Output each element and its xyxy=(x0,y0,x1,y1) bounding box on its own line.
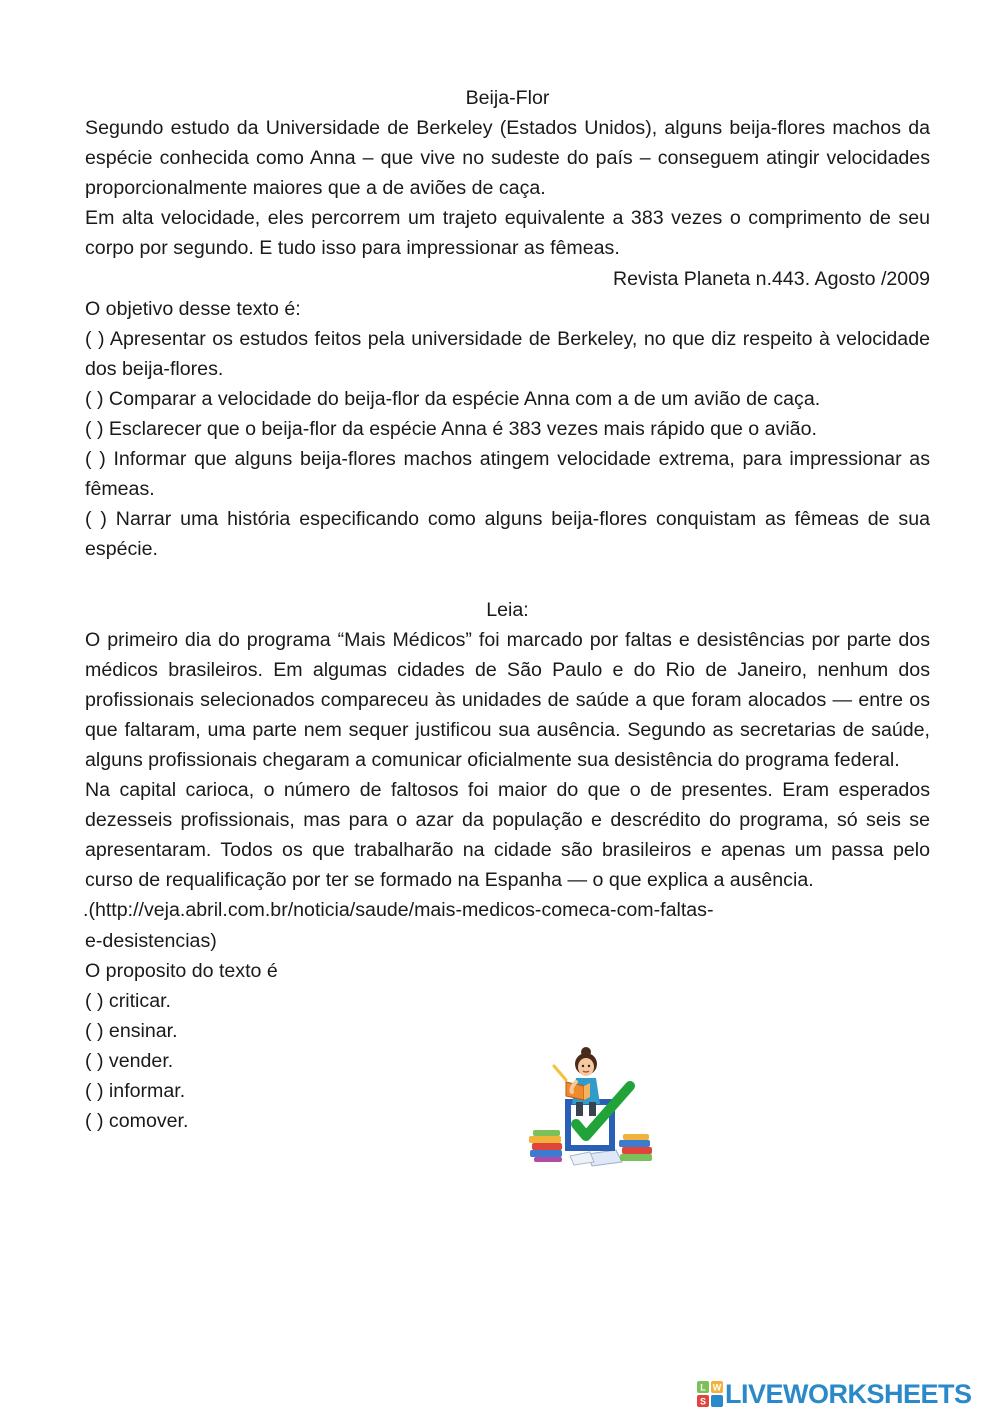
section1-paragraph-2: Em alta velocidade, eles percorrem um trajeto equivalente a 383 vezes o comprimento de seu corpo por segundo. E tudo isso para impressionar as fêmeas. xyxy=(85,207,930,260)
logo-letter-w: W xyxy=(712,1382,722,1393)
section1-source: Revista Planeta n.443. Agosto /2009 xyxy=(613,267,930,290)
girl-reading-checkmark-icon xyxy=(526,1046,656,1168)
section1-option-a[interactable]: ( ) Apresentar os estudos feitos pela universidade de Berkeley, no que diz respeito à velocidade dos beija-flores. xyxy=(85,327,930,380)
brand-name: LIVEWORKSHEETS xyxy=(725,1379,972,1409)
section2-option-vender[interactable]: ( ) vender. xyxy=(85,1049,174,1072)
section1-paragraph-1: Segundo estudo da Universidade de Berkeley (Estados Unidos), alguns beija-flores machos da espécie conhecida como Anna – que vive no sudeste do país – conseguem atingir velocidades proporcionalmente maiores que a de aviões de caça. xyxy=(85,117,930,200)
section2-option-ensinar[interactable]: ( ) ensinar. xyxy=(85,1019,178,1042)
section2-paragraph-1: O primeiro dia do programa “Mais Médicos” foi marcado por faltas e desistências por parte dos médicos brasileiros. Em algumas cidades de São Paulo e do Rio de Janeiro, nenhum dos profissionais selecionados compareceu às unidades de saúde a que foram alocados — entre os que faltaram, uma parte nem sequer justificou sua ausência. Segundo as secretarias de saúde, alguns profissionais chegaram a comunicar oficialmente sua desistência do programa federal. xyxy=(85,628,930,771)
worksheet-page xyxy=(85,83,930,1136)
section1-title: Beija-Flor xyxy=(465,87,550,109)
section1-option-d[interactable]: ( ) Informar que alguns beija-flores machos atingem velocidade extrema, para impressionar as fêmeas. xyxy=(85,448,930,501)
section2-options xyxy=(85,986,930,1136)
section2-option-informar[interactable]: ( ) informar. xyxy=(85,1080,186,1102)
section1-option-e[interactable]: ( ) Narrar uma história especificando como alguns beija-flores conquistam as fêmeas de sua espécie. xyxy=(85,508,930,561)
section2-option-comover[interactable]: ( ) comover. xyxy=(85,1110,189,1133)
section2-source-line-1: .(http://veja.abril.com.br/noticia/saude/mais-medicos-comeca-com-faltas- xyxy=(83,899,714,922)
section2-question: O proposito do texto é xyxy=(85,959,278,982)
section1-option-c[interactable]: ( ) Esclarecer que o beija-flor da espécie Anna é 383 vezes mais rápido que o avião. xyxy=(85,418,817,441)
liveworksheets-logo-icon xyxy=(697,1381,723,1407)
liveworksheets-brand[interactable] xyxy=(697,1380,972,1408)
section2-option-criticar[interactable]: ( ) criticar. xyxy=(85,989,171,1012)
section1-options xyxy=(85,324,930,565)
section2-source-line-2: e-desistencias) xyxy=(85,929,217,952)
section1-option-b[interactable]: ( ) Comparar a velocidade do beija-flor da espécie Anna com a de um avião de caça. xyxy=(85,387,821,410)
section1-question: O objetivo desse texto é: xyxy=(85,297,301,320)
logo-letter-s: S xyxy=(699,1396,707,1407)
section-gap xyxy=(85,565,930,595)
logo-letter-l: L xyxy=(700,1382,706,1393)
section2-paragraph-2: Na capital carioca, o número de faltosos foi maior do que o de presentes. Eram esperados dezesseis profissionais, mas para o azar da população e descrédito do programa, só seis se apresentaram. Todos os que trabalharão na cidade são brasileiros e apenas um passa pelo curso de requalificação por ter se formado na Espanha — o que explica a ausência. xyxy=(85,779,930,892)
section2-title: Leia: xyxy=(486,598,529,621)
